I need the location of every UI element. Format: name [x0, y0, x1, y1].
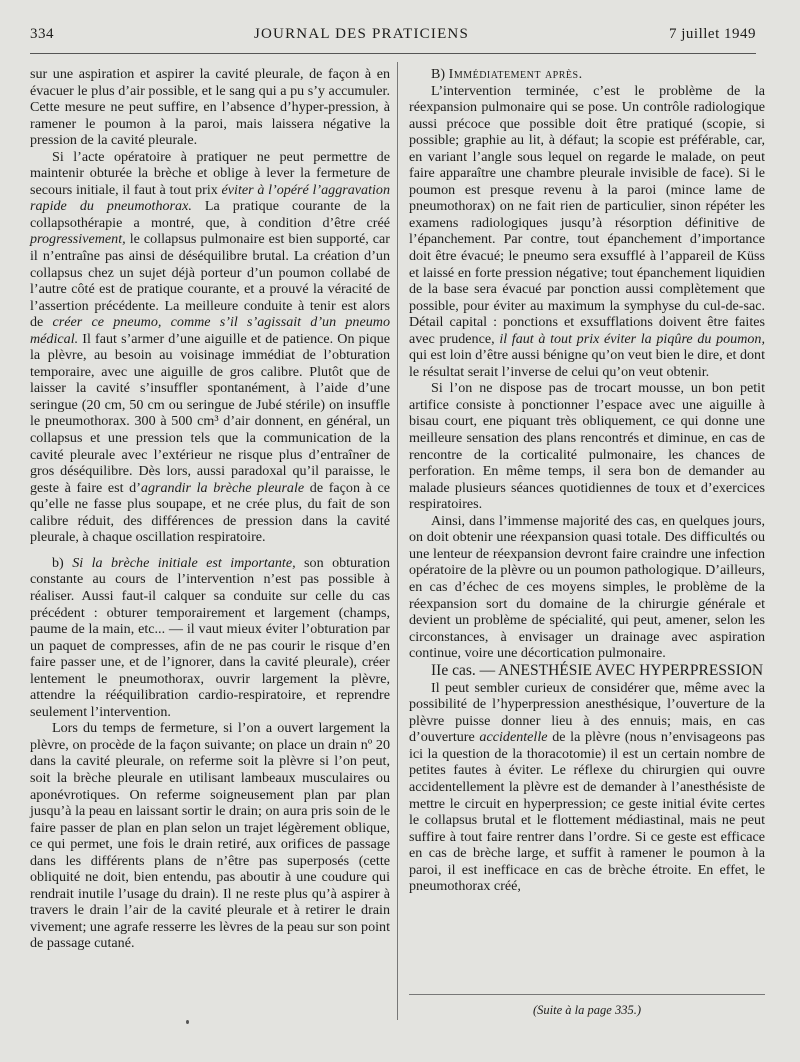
section-heading: IIe cas. — ANESTHÉSIE AVEC HYPERPRESSION [431, 661, 764, 679]
running-header [30, 26, 756, 48]
text-run: Si l’acte opératoire à pratiquer ne peut permettre de maintenir obturée la brèche et oblige à lever la fermeture de secours initiale, il faut à tout prix [30, 148, 390, 198]
text-run: qui est loin d’être aussi bénigne qu’on veut bien le dire, et dont le résultat serait l’inverse de celui qu’on veut obtenir. [409, 347, 765, 380]
subheading [409, 66, 765, 83]
footer-rule [409, 994, 765, 995]
text-run: le collapsus pulmonaire est bien supporté, car il n’entraîne pas ainsi de déséquilibre brutal. La création d’un collapsus chez un sujet déjà porteur d’un poumon collabé de l’autre côté est de pratique courante, et a prouvé la véracité de l’assertion précédente. La meilleure conduite à tenir est alors de [30, 231, 390, 331]
paragraph [30, 555, 390, 720]
right-column [409, 66, 765, 895]
text-run: de façon à ce qu’elle ne fasse plus soupape, et ne crée plus, du fait de son calibre réduit, des différences de pression dans la cavité pleurale, à chaque oscillation respiratoire. [30, 479, 390, 546]
paragraph [409, 680, 765, 895]
page-number: 334 [30, 26, 54, 42]
text-run: L’intervention terminée, c’est le problème de la réexpansion pulmonaire qui se pose. Un contrôle radiologique aussi précoce que possible doit être pratiqué (scopie, si possible; graphie au lit, à défaut; la scopie est préférable, car, en variant l’angle sous lequel on regarde le malade, on peut faire apparaître une chambre pleurale invisible de face). Si le poumon est presque revenu à la paroi (mince lame de pneumothorax) on ne fait rien de particulier, sinon répéter les examens radiologiques jusqu’à résorption définitive de l’épanchement. Par contre, tout épanchement d’importance doit être évacué; le pneumo sera exsufflé à l’appareil de Küss et laissé en forte pression négative; tout épanchement liquidien de la base sera évacué par ponction aussi complètement que possible, pour éviter au maximum la symphyse du cul-de-sac. Détail capital : ponctions et exsufflations doivent être faites avec prudence, [409, 82, 765, 347]
issue-date: 7 juillet 1949 [669, 26, 756, 42]
text-run: Immédiatement après. [448, 66, 583, 82]
text-run: B) [431, 66, 449, 82]
left-column [30, 66, 390, 952]
paragraph: Ainsi, dans l’immense majorité des cas, en quelques jours, on doit obtenir une réexpansion quasi totale. Des difficultés ou une lenteur de réexpansion devront faire craindre une infection opératoire de la plèvre ou un poumon pathologique. D’ailleurs, en cas d’échec de ces moyens simples, le problème de la réexpansion sort du domaine de la chirurgie générale et devient un problème de spécialité, qui peut, amener, selon les circonstances, à envisager un drainage avec aspiration continue, voire une décortication pulmonaire. [409, 512, 765, 662]
emphasis: il faut à tout prix éviter la piqûre du poumon, [499, 330, 766, 347]
journal-title: JOURNAL DES PRATICIENS [253, 26, 470, 42]
paragraph: Lors du temps de fermeture, si l’on a ouvert largement la plèvre, on procède de la façon suivante; on place un drain nº 20 dans la cavité pleurale, on referme soit la plèvre si l’on peut, soit la brèche pleurale en utilisant lambeaux musculaires ou aponévrotiques. On referme soigneusement plan par plan jusqu’à la peau en laissant sortir le drain; on aura pris soin de le faire passer de plan en plan selon un trajet légèrement oblique, ce qui permet, une fois le drain retiré, aux orifices de passage dans les différents plans de n’être pas superposés (cette obliquité ne doit, bien entendu, pas aboutir à une coudure qui rendrait inutile l’usage du drain). Il ne reste plus qu’à aspirer à travers le drain l’air de la cavité pleurale et à retirer le drain vivement; une agrafe resserre les lèvres de la peau sur son point de passage cutané. [30, 720, 390, 952]
emphasis: agrandir la brèche pleurale [140, 479, 305, 496]
column-divider [397, 62, 398, 1020]
emphasis: accidentelle [479, 729, 548, 746]
text-run: b) [52, 554, 73, 571]
text-run: de la plèvre (nous n’envisageons pas ici la question de la thoracotomie) il est un certain nombre de petites fautes à éviter. Le réflexe du chirurgien qui ouvre accidentellement la plèvre est de demander à l’anesthésiste de mettre le circuit en hyperpression; ce geste initial évite certes le collapsus brutal et le flottement médiastinal, mais ne peut suffire à tout faire rentrer dans l’ordre. Si ce geste est efficace en cas de brèche large, et suffit à ramener le poumon à la paroi, il est inefficace en cas de brèche étroite. En effet, le pneumothorax créé, [409, 729, 765, 895]
print-mark [186, 1020, 189, 1024]
text-run: La pratique courante de la collapsothérapie a montré, que, à condition d’être créé [30, 198, 390, 231]
emphasis: éviter à l’opéré l’aggravation rapide du pneumothorax. [30, 181, 390, 215]
text-run: Il faut s’armer d’une aiguille et de patience. On pique la plèvre, au besoin au voisinage immédiat de l’obturation temporaire, avec une aiguille de gros calibre. Plutôt que de laisser la cavité s’insuffler spontanément, à l’aide d’une seringue (20 cm, 50 cm ou seringue de Jubé stérile) on insuffle le pneumothorax. 300 à 500 cm³ d’air donnent, en général, un collapsus et une pression tels que la communication de la cavité pleurale avec l’extérieur ne risque plus d’entraîner de gros déséquilibre. Dès lors, aussi paradoxal qu’il paraisse, le geste à faire est d’ [30, 330, 390, 496]
emphasis: créer ce pneumo, comme s’il s’agissait d’un pneumo médical. [30, 314, 390, 347]
paragraph: Si l’on ne dispose pas de trocart mousse, un bon petit artifice consiste à ponctionner l’espace avec une aiguille à bisau court, ene piquant très obliquement, ce qui donne une meilleure sensation des plans rencontrés et diminue, en cas de rencontre de la corticalité pulmonaire, les chances de perforation. En même temps, il sera bon de demander au malade plusieurs séances quotidiennes de toux et d’exercices respiratoires. [409, 380, 765, 513]
text-run: Il peut sembler curieux de considérer que, même avec la possibilité de l’hyperpression anesthésique, l’ouverture de la plèvre puisse donner lieu à des ennuis; mais, en cas d’ouverture [409, 679, 765, 746]
paragraph: sur une aspiration et aspirer la cavité pleurale, de façon à en évacuer le plus d’air possible, et le sang qui a pu s’y accumuler. Cette mesure ne peut suffire, en l’absence d’hyper-pression, à ramener le poumon à la paroi, mais laissera négative la pression de la cavité pleurale. [30, 66, 390, 149]
paragraph [409, 83, 765, 381]
paragraph [30, 149, 390, 546]
text-run: son obturation constante au cours de l’intervention n’est pas possible à réaliser. Aussi faut-il calquer sa conduite sur celle du cas précédent : obturer temporairement et largement (champs, paume de la main, etc... — il vaut mieux éviter l’obturation par un paquet de compresses, afin de ne pas courir le risque d’en faire passer une, et de l’ignorer, dans la cavité pleurale), créer lentement le pneumothorax, ouvrir largement la plèvre, attendre la rééquilibration cardio-respiratoire, et reprendre seulement l’intervention. [30, 554, 390, 720]
header-rule [30, 53, 756, 54]
continuation-note: (Suite à la page 335.) [533, 1003, 641, 1017]
emphasis: Si la brèche initiale est importante, [72, 554, 296, 571]
emphasis: progressivement, [30, 231, 126, 248]
